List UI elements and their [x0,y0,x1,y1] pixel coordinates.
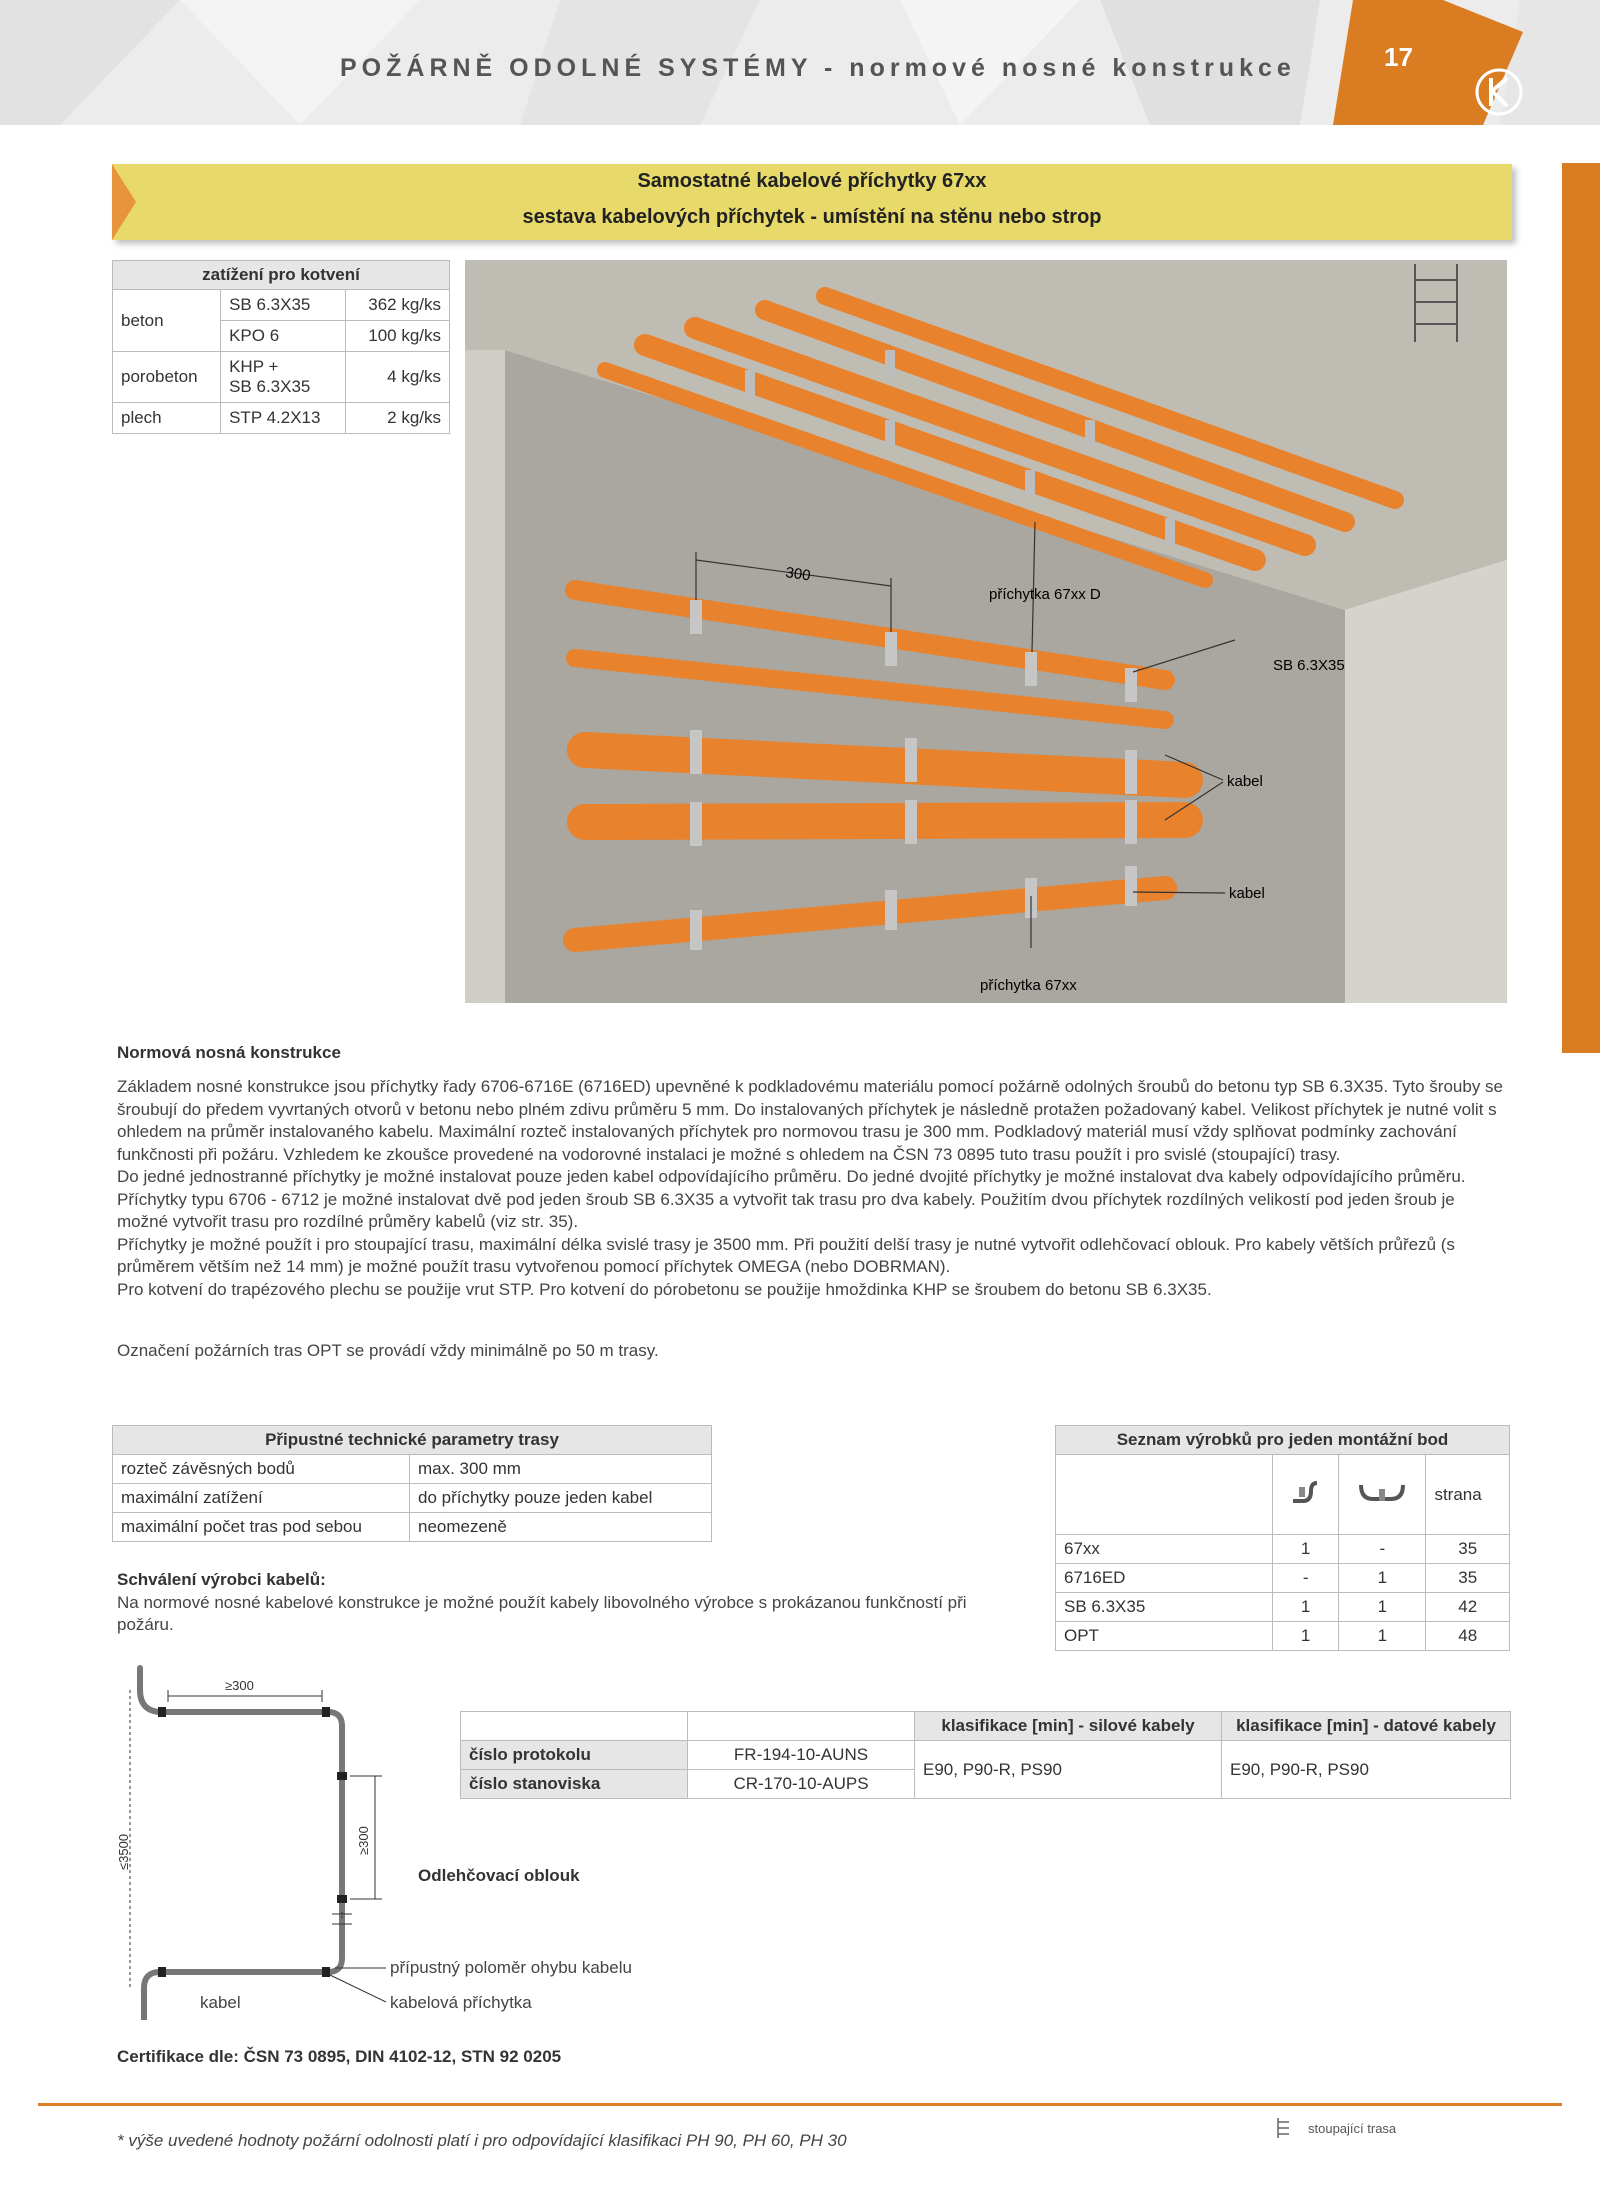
qty-a: 1 [1273,1593,1339,1622]
table-row [113,1455,712,1484]
approval-text: Na normové nosné kabelové konstrukce je možné použít kabely libovolného výrobce s prokázanou funkčností při požáru. [117,1593,967,1634]
opinion-key: číslo stanoviska [461,1770,688,1799]
side-accent-bar [1562,163,1600,1053]
page-col-header: strana [1426,1455,1510,1535]
dimension-label: 300 [784,564,812,585]
installation-illustration [465,260,1507,1003]
relief-loop-diagram [110,1650,670,2020]
page-ref: 42 [1426,1593,1510,1622]
footnote: * výše uvedené hodnoty požární odolnosti platí i pro odpovídající klasifikaci PH 90, PH 60, PH 30 [117,2131,847,2150]
value-cell: 2 kg/ks [346,403,450,434]
param-value: max. 300 mm [410,1455,712,1484]
load-table-header: zatížení pro kotvení [113,261,450,290]
data-col-header: klasifikace [min] - datové kabely [1222,1712,1511,1741]
material-cell: plech [113,403,221,434]
protocol-key: číslo protokolu [461,1741,688,1770]
qty-b: 1 [1339,1564,1426,1593]
paragraph: Základem nosné konstrukce jsou příchytky řady 6706-6716E (6716ED) upevněné k podkladovému materiálu pomocí požárně odolných šroubů do betonu typ SB 6.3X35. Tyto šrouby se šroubují do předem vyvrtaných otvorů v betonu nebo plném zdivu průměru 5 mm. Do instalovaných příchytek je následně protažen požadovaný kabel. Velikost příchytek je nutné volit s ohledem na průměr instalovaného kabelu. Maximální rozteč instalovaných příchytek pro normovou trasu je 300 mm. Podkladový materiál musí vždy splňovat podmínky zachování funkčnosti při požáru. Vzhledem ke zkoušce provedené na vodorovné instalaci je možné s ohledem na ČSN 73 0895 tuto trasu použít i pro svislé (stoupající) trasy. [117,1077,1504,1164]
riser-legend-icon [1275,2117,1293,2139]
anchor-load-table [112,260,450,434]
table-row [1056,1455,1510,1535]
anchor-line: SB 6.3X35 [229,377,311,396]
part-name: 6716ED [1056,1564,1273,1593]
clip-icon-cell [1273,1455,1339,1535]
table-row [1056,1622,1510,1651]
page-number: 17 [1384,42,1413,72]
dim-height-label: ≤3500 [116,1833,131,1870]
part-name: SB 6.3X35 [1056,1593,1273,1622]
anchor-cell [221,352,346,403]
section-heading: Normová nosná konstrukce [117,1043,341,1062]
table-row [1056,1593,1510,1622]
relief-loop-title: Odlehčovací oblouk [418,1866,580,1885]
banner-title: Samostatné kabelové příchytky 67xx [637,170,987,192]
cable-label: kabel [1227,773,1263,790]
table-row [113,290,450,321]
double-clip-icon [1357,1477,1407,1507]
blank-cell [1056,1455,1273,1535]
qty-a: 1 [1273,1535,1339,1564]
banner-subtitle: sestava kabelových příchytek - umístění na stěnu nebo strop [522,206,1102,228]
footer-divider [38,2103,1562,2106]
value-cell: 100 kg/ks [346,321,450,352]
qty-b: 1 [1339,1622,1426,1651]
header-title: POŽÁRNĚ ODOLNÉ SYSTÉMY - normové nosné konstrukce [340,54,1296,82]
clip-icon-cell [1339,1455,1426,1535]
params-table [112,1425,712,1542]
qty-b: - [1339,1535,1426,1564]
anchor-cell: SB 6.3X35 [221,290,346,321]
param-value: neomezeně [410,1513,712,1542]
table-row [1056,1564,1510,1593]
blank-cell [688,1712,915,1741]
clip-label: příchytka 67xx [980,977,1077,994]
page-ref: 35 [1426,1564,1510,1593]
table-row [113,1513,712,1542]
power-col-header: klasifikace [min] - silové kabely [915,1712,1222,1741]
value-cell: 362 kg/ks [346,290,450,321]
param-value: do příchytky pouze jeden kabel [410,1484,712,1513]
dim-top-label: ≥300 [225,1678,254,1693]
approval-heading: Schválení výrobci kabelů: [117,1570,326,1589]
anchor-line: KHP + [229,357,279,376]
value-cell: 4 kg/ks [346,352,450,403]
protocol-value: FR-194-10-AUNS [688,1741,915,1770]
body-text [117,1076,1507,1301]
clip-label: kabelová příchytka [390,1993,532,2012]
power-class-value: E90, P90-R, PS90 [915,1741,1222,1799]
page-ref: 48 [1426,1622,1510,1651]
screw-label: SB 6.3X35 [1273,657,1345,674]
material-cell: porobeton [113,352,221,403]
param-name: maximální zatížení [113,1484,410,1513]
paragraph: Pro kotvení do trapézového plechu se použije vrut STP. Pro kotvení do pórobetonu se použije hmoždinka KHP se šroubem do betonu SB 6.3X35. [117,1279,1212,1299]
param-name: rozteč závěsných bodů [113,1455,410,1484]
single-clip-icon [1289,1477,1323,1507]
page-ref: 35 [1426,1535,1510,1564]
table-row [1056,1535,1510,1564]
anchor-cell: STP 4.2X13 [221,403,346,434]
parts-table-header: Seznam výrobků pro jeden montážní bod [1056,1426,1510,1455]
opt-note: Označení požárních tras OPT se provádí vždy minimálně po 50 m trasy. [117,1341,659,1360]
table-row [113,403,450,434]
qty-b: 1 [1339,1593,1426,1622]
clip-d-label: příchytka 67xx D [989,586,1101,603]
parts-table [1055,1425,1510,1651]
part-name: OPT [1056,1622,1273,1651]
params-table-header: Připustné technické parametry trasy [113,1426,712,1455]
part-name: 67xx [1056,1535,1273,1564]
data-class-value: E90, P90-R, PS90 [1222,1741,1511,1799]
anchor-cell: KPO 6 [221,321,346,352]
table-row [113,352,450,403]
legend-label: stoupající trasa [1308,2121,1397,2136]
qty-a: - [1273,1564,1339,1593]
paragraph: Do jedné jednostranné příchytky je možné instalovat pouze jeden kabel odpovídajícího průměru. Do jedné dvojité příchytky je možné instalovat dva kabely odpovídajícího průměru. Příchytky typu 6706 - 6712 je možné instalovat dvě pod jeden šroub SB 6.3X35 a vytvořit tak trasu pro dva kabely. Použitím dvou příchytek rozdílných velikostí pod jeden šroub je možné vytvořit trasu pro rozdílné průměry kabelů (viz str. 35). [117,1167,1466,1231]
material-cell: beton [113,290,221,352]
qty-a: 1 [1273,1622,1339,1651]
page-number-tab [1333,0,1523,125]
dim-side-label: ≥300 [356,1826,371,1855]
opinion-value: CR-170-10-AUPS [688,1770,915,1799]
cable-label: kabel [1229,885,1265,902]
param-name: maximální počet tras pod sebou [113,1513,410,1542]
certification: Certifikace dle: ČSN 73 0895, DIN 4102-12, STN 92 0205 [117,2047,562,2066]
table-row [113,1484,712,1513]
cable-label: kabel [200,1993,241,2012]
radius-label: přípustný poloměr ohybu kabelu [390,1958,632,1977]
paragraph: Příchytky je možné použít i pro stoupající trasu, maximální délka svislé trasy je 3500 mm. Při použití delší trasy je nutné vytvořit odlehčovací oblouk. Pro kabely větších průřezů (s průměrem větším než 14 mm) je možné použít trasu vytvořenou pomocí příchytek OMEGA (nebo DOBRMAN). [117,1234,1455,1276]
